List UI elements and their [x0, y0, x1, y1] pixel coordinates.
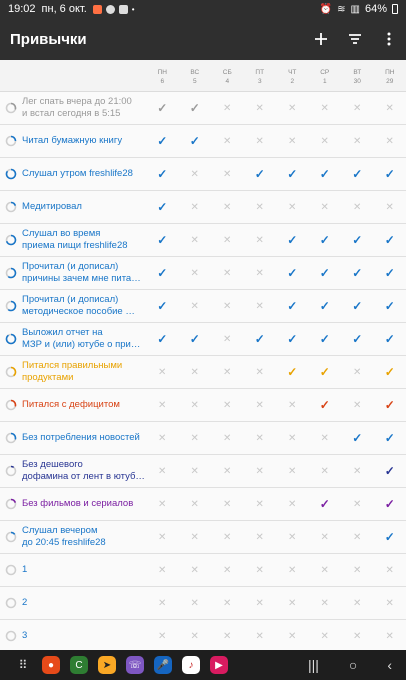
check-icon[interactable]: ✓: [157, 265, 168, 280]
cross-icon[interactable]: ✕: [353, 564, 362, 576]
cross-icon[interactable]: ✕: [255, 432, 264, 444]
day-number: 3: [257, 78, 262, 85]
cross-icon[interactable]: ✕: [190, 465, 199, 477]
habit-row[interactable]: [0, 488, 406, 521]
cross-icon[interactable]: ✕: [288, 102, 297, 114]
cross-icon[interactable]: ✕: [223, 399, 232, 411]
habit-row[interactable]: [0, 125, 406, 158]
cross-icon[interactable]: ✕: [223, 267, 232, 279]
cross-icon[interactable]: ✕: [158, 432, 167, 444]
page-title: Привычки: [10, 30, 87, 48]
habit-name: [22, 261, 146, 285]
day-of-week: СБ: [222, 69, 232, 76]
cross-icon[interactable]: ✕: [158, 564, 167, 576]
check-icon[interactable]: ✓: [157, 298, 168, 313]
habit-progress-icon: [0, 531, 22, 543]
habit-name-line: Прочитал (и дописал): [22, 294, 119, 305]
cross-icon[interactable]: ✕: [320, 135, 329, 147]
check-icon[interactable]: ✓: [319, 265, 330, 280]
cross-icon[interactable]: ✕: [353, 498, 362, 510]
habit-name: [22, 327, 146, 351]
cross-icon[interactable]: ✕: [288, 597, 297, 609]
habit-name: [22, 135, 146, 147]
cross-icon[interactable]: ✕: [223, 201, 232, 213]
home-button[interactable]: ○: [348, 657, 358, 673]
cross-icon[interactable]: ✕: [223, 498, 232, 510]
cross-icon[interactable]: ✕: [385, 135, 394, 147]
habit-name-line: Слушал утром freshlife28: [22, 168, 133, 179]
habit-name: [22, 168, 146, 180]
cross-icon[interactable]: ✕: [223, 135, 232, 147]
habit-list[interactable]: [0, 60, 406, 650]
check-icon[interactable]: ✓: [319, 364, 330, 379]
habit-row[interactable]: [0, 224, 406, 257]
navigation-bar: [0, 650, 406, 680]
habit-name-line: причины зачем мне пита…: [22, 273, 141, 284]
check-icon[interactable]: ✓: [157, 199, 168, 214]
check-icon[interactable]: ✓: [352, 265, 363, 280]
habit-name-line: Выложил отчет на: [22, 327, 103, 338]
cross-icon[interactable]: ✕: [190, 498, 199, 510]
check-icon[interactable]: ✓: [384, 430, 395, 445]
cross-icon[interactable]: ✕: [288, 564, 297, 576]
day-header: [276, 60, 309, 91]
cross-icon[interactable]: ✕: [320, 531, 329, 543]
cross-icon[interactable]: ✕: [255, 267, 264, 279]
habit-name-line: Питался правильными: [22, 360, 123, 371]
check-icon[interactable]: ✓: [384, 529, 395, 544]
add-habit-button[interactable]: [304, 18, 338, 60]
habit-name-line: Медитировал: [22, 201, 82, 212]
day-of-week: ВС: [190, 69, 200, 76]
status-time: 19:02: [8, 3, 36, 15]
check-icon[interactable]: ✓: [287, 364, 298, 379]
cross-icon[interactable]: ✕: [223, 333, 232, 345]
cross-icon[interactable]: ✕: [385, 630, 394, 642]
habit-name: [22, 525, 146, 549]
cross-icon[interactable]: ✕: [353, 201, 362, 213]
cross-icon[interactable]: ✕: [353, 135, 362, 147]
habit-name: [22, 564, 146, 576]
cross-icon[interactable]: ✕: [190, 597, 199, 609]
cross-icon[interactable]: ✕: [255, 597, 264, 609]
habit-name-line: Без дешевого: [22, 459, 83, 470]
habit-row[interactable]: [0, 587, 406, 620]
cross-icon[interactable]: ✕: [320, 432, 329, 444]
habit-name-line: продуктами: [22, 372, 74, 383]
habit-name-line: и встал сегодня в 5:15: [22, 108, 121, 119]
habit-row[interactable]: [0, 191, 406, 224]
check-icon[interactable]: ✓: [352, 298, 363, 313]
cross-icon[interactable]: ✕: [288, 135, 297, 147]
dot-icon: •: [131, 4, 135, 14]
day-of-week: ПН: [385, 69, 395, 76]
navigator-app-icon[interactable]: ➤: [98, 656, 116, 674]
status-bar: [0, 0, 406, 18]
viber-app-icon[interactable]: ☏: [126, 656, 144, 674]
habit-row[interactable]: [0, 257, 406, 290]
day-of-week: ЧТ: [288, 69, 297, 76]
check-icon[interactable]: ✓: [319, 496, 330, 511]
check-icon[interactable]: ✓: [287, 265, 298, 280]
signal-icon: ▥: [350, 3, 360, 15]
cross-icon[interactable]: ✕: [190, 300, 199, 312]
check-icon[interactable]: ✓: [157, 100, 168, 115]
habit-name-line: 2: [22, 597, 28, 608]
check-icon[interactable]: ✓: [319, 298, 330, 313]
cross-icon[interactable]: ✕: [288, 399, 297, 411]
habit-name-line: методическое пособие …: [22, 306, 135, 317]
battery-icon: [392, 4, 398, 14]
cross-icon[interactable]: ✕: [385, 564, 394, 576]
day-number: 2: [290, 78, 295, 85]
habit-progress-icon: [0, 597, 22, 609]
habit-progress-icon: [0, 432, 22, 444]
habit-name: [22, 459, 146, 483]
cross-icon[interactable]: ✕: [158, 597, 167, 609]
habit-progress-icon: [0, 102, 22, 114]
habit-name: [22, 597, 146, 609]
back-button[interactable]: ‹: [387, 657, 392, 673]
habit-row[interactable]: [0, 521, 406, 554]
habit-name: [22, 399, 146, 411]
check-icon[interactable]: ✓: [384, 298, 395, 313]
check-icon[interactable]: ✓: [157, 232, 168, 247]
habit-row[interactable]: [0, 422, 406, 455]
day-of-week: ПТ: [255, 69, 265, 76]
cross-icon[interactable]: ✕: [158, 630, 167, 642]
chat-notification-icon: [106, 5, 115, 14]
check-icon[interactable]: ✓: [189, 100, 200, 115]
cross-icon[interactable]: ✕: [255, 135, 264, 147]
cross-icon[interactable]: ✕: [255, 465, 264, 477]
app-icon-1[interactable]: ●: [42, 656, 60, 674]
game-notification-icon: [119, 5, 128, 14]
cross-icon[interactable]: ✕: [223, 531, 232, 543]
habit-progress-icon: [0, 366, 22, 378]
habit-name-line: Лег спать вчера до 21:00: [22, 96, 132, 107]
app-icon-2[interactable]: C: [70, 656, 88, 674]
cross-icon[interactable]: ✕: [223, 564, 232, 576]
habit-row[interactable]: [0, 158, 406, 191]
day-number: 6: [160, 78, 165, 85]
day-of-week: ВТ: [353, 69, 362, 76]
habit-progress-icon: [0, 300, 22, 312]
habit-name-line: Прочитал (и дописал): [22, 261, 119, 272]
wifi-icon: ≋: [337, 3, 346, 15]
habit-row[interactable]: [0, 389, 406, 422]
cross-icon[interactable]: ✕: [223, 597, 232, 609]
filter-button[interactable]: [338, 18, 372, 60]
cross-icon[interactable]: ✕: [320, 465, 329, 477]
check-icon[interactable]: ✓: [352, 430, 363, 445]
habit-name: [22, 360, 146, 384]
day-header: [309, 60, 342, 91]
filter-icon: [348, 33, 362, 45]
cross-icon[interactable]: ✕: [223, 630, 232, 642]
battery-level: 64%: [364, 3, 387, 15]
cross-icon[interactable]: ✕: [255, 399, 264, 411]
day-number: 29: [386, 78, 394, 85]
voice-assistant-icon[interactable]: 🎤: [154, 656, 172, 674]
cross-icon[interactable]: ✕: [158, 465, 167, 477]
cross-icon[interactable]: ✕: [353, 399, 362, 411]
check-icon[interactable]: ✓: [157, 166, 168, 181]
cross-icon[interactable]: ✕: [385, 201, 394, 213]
check-icon[interactable]: ✓: [352, 166, 363, 181]
habit-row[interactable]: [0, 323, 406, 356]
day-number: 30: [353, 78, 361, 85]
habit-name-line: 1: [22, 564, 28, 575]
check-icon[interactable]: ✓: [384, 364, 395, 379]
habit-name-line: до 20:45 freshlife28: [22, 537, 106, 548]
cross-icon[interactable]: ✕: [255, 564, 264, 576]
day-header-row: [0, 60, 406, 92]
check-icon[interactable]: ✓: [384, 496, 395, 511]
habit-name-line: дофамина от лент в ютуб…: [22, 471, 145, 482]
cross-icon[interactable]: ✕: [385, 597, 394, 609]
check-icon[interactable]: ✓: [319, 397, 330, 412]
habit-name-line: Без фильмов и сериалов: [22, 498, 134, 509]
habit-name-line: Слушал вечером: [22, 525, 98, 536]
habit-name-line: Слушал во время: [22, 228, 101, 239]
cross-icon[interactable]: ✕: [353, 597, 362, 609]
day-of-week: ПН: [157, 69, 167, 76]
day-header: [179, 60, 212, 91]
check-icon[interactable]: ✓: [254, 331, 265, 346]
app-bar: [0, 18, 406, 60]
habit-name-line: Читал бумажную книгу: [22, 135, 123, 146]
cross-icon[interactable]: ✕: [190, 531, 199, 543]
cross-icon[interactable]: ✕: [353, 366, 362, 378]
cross-icon[interactable]: ✕: [353, 630, 362, 642]
habit-name: [22, 498, 146, 510]
cross-icon[interactable]: ✕: [190, 630, 199, 642]
check-icon[interactable]: ✓: [189, 331, 200, 346]
cross-icon[interactable]: ✕: [190, 267, 199, 279]
video-app-icon[interactable]: ▶: [210, 656, 228, 674]
cross-icon[interactable]: ✕: [255, 366, 264, 378]
cross-icon[interactable]: ✕: [255, 300, 264, 312]
check-icon[interactable]: ✓: [352, 232, 363, 247]
check-icon[interactable]: ✓: [287, 232, 298, 247]
check-icon[interactable]: ✓: [384, 232, 395, 247]
cross-icon[interactable]: ✕: [190, 234, 199, 246]
notification-icons: [93, 5, 135, 14]
cross-icon[interactable]: ✕: [353, 102, 362, 114]
habit-row[interactable]: [0, 290, 406, 323]
day-header: [341, 60, 374, 91]
cross-icon[interactable]: ✕: [288, 531, 297, 543]
check-icon[interactable]: ✓: [352, 331, 363, 346]
cross-icon[interactable]: ✕: [288, 498, 297, 510]
habit-name: [22, 228, 146, 252]
cross-icon[interactable]: ✕: [288, 630, 297, 642]
check-icon[interactable]: ✓: [254, 166, 265, 181]
habit-progress-icon: [0, 333, 22, 345]
day-header: [244, 60, 277, 91]
habit-progress-icon: [0, 498, 22, 510]
habit-row[interactable]: [0, 356, 406, 389]
habit-name-line: приема пищи freshlife28: [22, 240, 128, 251]
check-icon[interactable]: ✓: [384, 166, 395, 181]
plus-icon: [314, 32, 328, 46]
day-number: 1: [322, 78, 327, 85]
cross-icon[interactable]: ✕: [190, 432, 199, 444]
cross-icon[interactable]: ✕: [223, 465, 232, 477]
status-date: пн, 6 окт.: [41, 3, 87, 15]
cross-icon[interactable]: ✕: [190, 366, 199, 378]
cross-icon[interactable]: ✕: [320, 102, 329, 114]
recent-apps-button[interactable]: |||: [307, 657, 319, 673]
habit-progress-icon: [0, 234, 22, 246]
cross-icon[interactable]: ✕: [223, 300, 232, 312]
check-icon[interactable]: ✓: [319, 331, 330, 346]
cross-icon[interactable]: ✕: [255, 630, 264, 642]
habit-progress-icon: [0, 465, 22, 477]
cross-icon[interactable]: ✕: [158, 399, 167, 411]
day-of-week: СР: [320, 69, 330, 76]
habit-row[interactable]: [0, 620, 406, 650]
cross-icon[interactable]: ✕: [190, 168, 199, 180]
habit-name: [22, 294, 146, 318]
cross-icon[interactable]: ✕: [288, 432, 297, 444]
habit-name-line: МЗР и (или) ютубе о при…: [22, 339, 141, 350]
more-menu-button[interactable]: [372, 18, 406, 60]
habit-progress-icon: [0, 168, 22, 180]
cross-icon[interactable]: ✕: [190, 564, 199, 576]
habit-progress-icon: [0, 564, 22, 576]
cross-icon[interactable]: ✕: [255, 531, 264, 543]
cross-icon[interactable]: ✕: [288, 201, 297, 213]
check-icon[interactable]: ✓: [189, 133, 200, 148]
cross-icon[interactable]: ✕: [320, 630, 329, 642]
check-icon[interactable]: ✓: [384, 397, 395, 412]
cross-icon[interactable]: ✕: [255, 234, 264, 246]
day-header: [374, 60, 406, 91]
cross-icon[interactable]: ✕: [158, 498, 167, 510]
cross-icon[interactable]: ✕: [320, 564, 329, 576]
habit-name-line: Без потребления новостей: [22, 432, 140, 443]
app-notification-icon: [93, 5, 102, 14]
cross-icon[interactable]: ✕: [158, 366, 167, 378]
check-icon[interactable]: ✓: [287, 331, 298, 346]
cross-icon[interactable]: ✕: [385, 102, 394, 114]
cross-icon[interactable]: ✕: [255, 498, 264, 510]
more-vert-icon: [387, 32, 391, 46]
cross-icon[interactable]: ✕: [223, 432, 232, 444]
habit-name: [22, 201, 146, 213]
habit-name: [22, 432, 146, 444]
day-header: [146, 60, 179, 91]
habit-row[interactable]: [0, 455, 406, 488]
cross-icon[interactable]: ✕: [223, 366, 232, 378]
cross-icon[interactable]: ✕: [353, 465, 362, 477]
check-icon[interactable]: ✓: [319, 166, 330, 181]
habit-name-line: 3: [22, 630, 28, 641]
cross-icon[interactable]: ✕: [190, 201, 199, 213]
habit-progress-icon: [0, 135, 22, 147]
cross-icon[interactable]: ✕: [320, 201, 329, 213]
habit-progress-icon: [0, 399, 22, 411]
cross-icon[interactable]: ✕: [255, 201, 264, 213]
habit-progress-icon: [0, 201, 22, 213]
habit-progress-icon: [0, 630, 22, 642]
check-icon[interactable]: ✓: [287, 166, 298, 181]
check-icon[interactable]: ✓: [384, 265, 395, 280]
music-app-icon[interactable]: ♪: [182, 656, 200, 674]
check-icon[interactable]: ✓: [319, 232, 330, 247]
habit-name-line: Питался с дефицитом: [22, 399, 120, 410]
check-icon[interactable]: ✓: [384, 331, 395, 346]
day-number: 4: [225, 78, 230, 85]
habit-progress-icon: [0, 267, 22, 279]
check-icon[interactable]: ✓: [157, 133, 168, 148]
cross-icon[interactable]: ✕: [353, 531, 362, 543]
cross-icon[interactable]: ✕: [223, 102, 232, 114]
cross-icon[interactable]: ✕: [223, 234, 232, 246]
check-icon[interactable]: ✓: [157, 331, 168, 346]
cross-icon[interactable]: ✕: [320, 597, 329, 609]
habit-row[interactable]: [0, 92, 406, 125]
check-icon[interactable]: ✓: [287, 298, 298, 313]
habit-name: [22, 630, 146, 642]
check-icon[interactable]: ✓: [384, 463, 395, 478]
cross-icon[interactable]: ✕: [190, 399, 199, 411]
alarm-icon: ⏰: [319, 3, 333, 15]
day-number: 5: [192, 78, 197, 85]
day-header: [211, 60, 244, 91]
habit-name: [22, 96, 146, 120]
cross-icon[interactable]: ✕: [288, 465, 297, 477]
cross-icon[interactable]: ✕: [255, 102, 264, 114]
cross-icon[interactable]: ✕: [158, 531, 167, 543]
habit-row[interactable]: [0, 554, 406, 587]
apps-grid-icon[interactable]: ⠿: [18, 658, 28, 672]
cross-icon[interactable]: ✕: [223, 168, 232, 180]
